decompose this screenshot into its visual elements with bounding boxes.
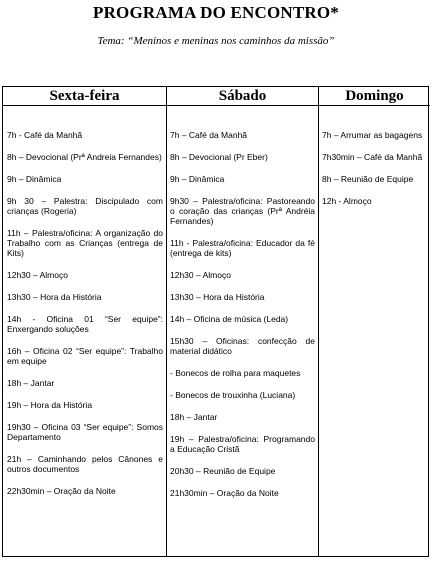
schedule-item: 9h – Dinâmica (170, 174, 225, 184)
schedule-item: 9h – Dinâmica (7, 174, 62, 184)
schedule-item: 22h30min – Oração da Noite (7, 486, 116, 496)
schedule-item: 21h – Caminhando pelos Cânones e outros documentos (7, 454, 163, 474)
schedule-item: 15h30 – Oficinas: confecção de material didático (170, 336, 315, 356)
saturday-items (167, 106, 318, 498)
column-header-saturday: Sábado (167, 87, 318, 106)
column-header-sunday: Domingo (319, 87, 430, 106)
column-friday (3, 87, 167, 556)
schedule-item: 14h – Oficina de música (Leda) (170, 314, 289, 324)
schedule-item: - Bonecos de rolha para maquetes (170, 368, 301, 378)
schedule-item: 12h - Almoço (322, 196, 372, 206)
schedule-item: 12h30 – Almoço (170, 270, 231, 280)
schedule-item: 8h – Devocional (Pr Eber) (170, 152, 268, 162)
friday-items (3, 106, 166, 496)
schedule-item: 18h – Jantar (170, 412, 218, 422)
schedule-item: 9h 30 – Palestra: Discipulado com crianças (Rogeria) (7, 196, 163, 216)
schedule-item: 11h - Palestra/oficina: Educador da fé (entrega de kits) (170, 238, 315, 258)
schedule-item: 12h30 – Almoço (7, 270, 68, 280)
schedule-table (2, 86, 429, 557)
schedule-item: - Bonecos de trouxinha (Luciana) (170, 390, 296, 400)
schedule-item: 14h - Oficina 01 “Ser equipe”: Enxergando soluções (7, 314, 163, 334)
column-sunday (319, 87, 430, 556)
schedule-item: 21h30min – Oração da Noite (170, 488, 279, 498)
schedule-item: 18h – Jantar (7, 378, 55, 388)
schedule-item: 8h – Reunião de Equipe (322, 174, 414, 184)
schedule-item: 19h30 – Oficina 03 “Ser equipe”: Somos Departamento (7, 422, 163, 442)
document-title: PROGRAMA DO ENCONTRO* (93, 3, 339, 22)
schedule-item: 11h – Palestra/oficina: A organização do Trabalho com as Crianças (entrega de Kits) (7, 228, 163, 258)
schedule-item: 7h30min – Café da Manhã (322, 152, 423, 162)
schedule-item: 19h – Palestra/oficina: Programando a Educação Cristã (170, 434, 315, 454)
document-subtitle: Tema: “Meninos e meninas nos caminhos da missão” (97, 35, 335, 47)
schedule-item: 20h30 – Reunião de Equipe (170, 466, 276, 476)
schedule-item: 19h – Hora da História (7, 400, 93, 410)
sunday-items (319, 106, 430, 206)
column-saturday (167, 87, 319, 556)
schedule-item: 7h – Café da Manhã (170, 130, 248, 140)
schedule-item: 7h – Arrumar as bagagens (322, 130, 423, 140)
schedule-item: 16h – Oficina 02 “Ser equipe”: Trabalho em equipe (7, 346, 163, 366)
schedule-item: 9h30 – Palestra/oficina: Pastoreando o coração das crianças (Prª Andréia Fernandes) (170, 196, 315, 226)
schedule-item: 13h30 – Hora da História (170, 292, 265, 302)
schedule-item: 8h – Devocional (Prª Andreia Fernandes) (7, 152, 162, 162)
schedule-item: 7h - Café da Manhã (7, 130, 83, 140)
column-header-friday: Sexta-feira (3, 87, 166, 106)
schedule-item: 13h30 – Hora da História (7, 292, 102, 302)
